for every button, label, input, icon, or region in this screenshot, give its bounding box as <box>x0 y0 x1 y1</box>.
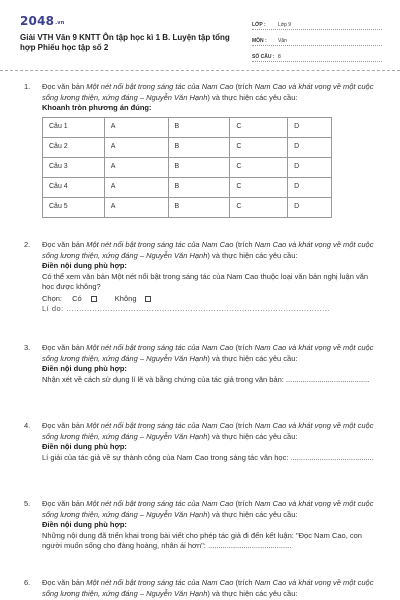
prompt-text: Đọc văn bản <box>42 343 87 352</box>
option-no-label: Không <box>114 293 137 303</box>
choice-row <box>42 294 380 305</box>
question-number: 5. <box>24 499 31 508</box>
question-number: 1. <box>24 82 31 91</box>
option-yes-label: Có <box>72 293 82 303</box>
work-source: Nam Cao và khát vọng về một cuộc sống lương thiện, xứng đáng – Nguyễn Văn Hạnh <box>42 421 374 441</box>
meta-value: 8 <box>278 54 281 60</box>
work-title: Một nét nổi bật trong sáng tác của Nam Cao <box>86 343 234 352</box>
question-2 <box>24 240 380 315</box>
instruction: Điền nội dung phù hợp: <box>42 520 127 529</box>
question-text[interactable]: Những nội dung đã triển khai trong bài viết cho phép tác giả đi đến kết luận: "Đọc Nam Cao, con người muốn sống cho đàng hoàng, nhân ái hơn": ........................................ <box>42 530 362 550</box>
work-source: Nam Cao và khát vọng về một cuộc sống lương thiện, xứng đáng – Nguyễn Văn Hạnh <box>42 578 374 598</box>
question-prompt <box>42 499 373 519</box>
prompt-text: ) và thực hiện các yêu cầu: <box>207 92 298 102</box>
work-title: Một nét nổi bật trong sáng tác của Nam Cao <box>86 82 234 91</box>
meta-label: MÔN : <box>252 38 267 44</box>
prompt-text: (trích <box>233 578 255 587</box>
question-1 <box>24 82 380 218</box>
instruction: Điền nội dung phù hợp: <box>42 261 127 270</box>
meta-value: Văn <box>278 38 287 44</box>
table-cell[interactable]: A <box>104 197 168 217</box>
checkbox-no[interactable] <box>145 296 151 302</box>
prompt-text: Đọc văn bản <box>42 240 87 249</box>
table-cell[interactable]: D <box>288 177 332 197</box>
table-cell[interactable]: D <box>288 197 332 217</box>
checkbox-yes[interactable] <box>91 296 97 302</box>
meta-row-subject <box>252 30 382 46</box>
instruction: Điền nội dung phù hợp: <box>42 364 127 373</box>
table-cell: Câu 2 <box>43 137 105 157</box>
choose-label: Chọn: <box>42 293 63 303</box>
table-cell[interactable]: D <box>288 137 332 157</box>
work-title: Một nét nổi bật trong sáng tác của Nam Cao <box>86 578 234 587</box>
question-prompt <box>42 240 373 260</box>
table-cell[interactable]: A <box>104 157 168 177</box>
table-cell[interactable]: C <box>230 177 288 197</box>
work-title: Một nét nổi bật trong sáng tác của Nam Cao <box>86 240 234 249</box>
table-cell[interactable]: B <box>168 177 230 197</box>
table-cell[interactable]: D <box>288 157 332 177</box>
prompt-text: (trích <box>233 240 255 249</box>
site-logo[interactable] <box>20 14 65 28</box>
question-text[interactable]: Nhận xét về cách sử dụng lí lẽ và bằng chứng của tác giả trong văn bản: ........................................ <box>42 374 370 384</box>
table-cell[interactable]: B <box>168 137 230 157</box>
prompt-text: (trích <box>233 499 255 508</box>
table-cell[interactable]: A <box>104 177 168 197</box>
table-cell[interactable]: A <box>104 117 168 137</box>
prompt-text: (trích <box>233 421 255 430</box>
prompt-text: ) và thực hiện các yêu cầu: <box>207 353 298 363</box>
prompt-text: Đọc văn bản <box>42 82 87 91</box>
table-cell: Câu 1 <box>43 117 105 137</box>
page-title: Giải VTH Văn 9 KNTT Ôn tập học kì 1 B. Luyện tập tổng hợp Phiếu học tập số 2 <box>20 33 230 52</box>
table-cell: Câu 5 <box>43 197 105 217</box>
question-text: Có thể xem văn bản Một nét nổi bật trong sáng tác của Nam Cao thuộc loại văn bản nghị luận văn học được không? <box>42 271 369 291</box>
prompt-text: (trích <box>233 82 255 91</box>
logo-text: 2048 <box>20 14 55 28</box>
prompt-text: ) và thực hiện các yêu cầu: <box>207 250 298 260</box>
instruction: Khoanh tròn phương án đúng: <box>42 103 152 112</box>
work-source: Nam Cao và khát vọng về một cuộc sống lương thiện, xứng đáng – Nguyễn Văn Hạnh <box>42 82 374 102</box>
question-prompt <box>42 578 373 598</box>
table-row <box>43 157 332 177</box>
meta-row-class <box>252 14 382 30</box>
question-number: 3. <box>24 343 31 352</box>
table-cell[interactable]: C <box>230 137 288 157</box>
prompt-text: Đọc văn bản <box>42 421 87 430</box>
table-cell: Câu 3 <box>43 157 105 177</box>
question-number: 2. <box>24 240 31 249</box>
work-source: Nam Cao và khát vọng về một cuộc sống lương thiện, xứng đáng – Nguyễn Văn Hạnh <box>42 499 374 519</box>
table-cell[interactable]: B <box>168 197 230 217</box>
option-yes[interactable] <box>72 294 105 303</box>
prompt-text: ) và thực hiện các yêu cầu: <box>207 509 298 519</box>
header-divider <box>0 70 400 71</box>
meta-value: Lớp 9 <box>278 22 292 28</box>
meta-label: SỐ CÂU : <box>252 54 275 60</box>
question-number: 6. <box>24 578 31 587</box>
logo-domain: .vn <box>55 20 65 26</box>
question-6 <box>24 578 380 599</box>
work-title: Một nét nổi bật trong sáng tác của Nam Cao <box>86 499 234 508</box>
question-5 <box>24 499 380 552</box>
instruction: Điền nội dung phù hợp: <box>42 442 127 451</box>
meta-box <box>252 14 382 62</box>
table-row <box>43 117 332 137</box>
work-source: Nam Cao và khát vọng về một cuộc sống lương thiện, xứng đáng – Nguyễn Văn Hạnh <box>42 343 374 363</box>
question-text[interactable]: Lí giải của tác giả về sự thành công của Nam Cao trong sáng tác văn học: ........................................ <box>42 452 374 462</box>
prompt-text: ) và thực hiện các yêu cầu: <box>207 588 298 598</box>
reason-line[interactable]: Lí do: ...................................................................................................... <box>42 304 330 313</box>
question-4 <box>24 421 380 463</box>
table-cell[interactable]: A <box>104 137 168 157</box>
question-number: 4. <box>24 421 31 430</box>
question-3 <box>24 343 380 385</box>
prompt-text: ) và thực hiện các yêu cầu: <box>207 431 298 441</box>
question-prompt <box>42 421 373 441</box>
work-source: Nam Cao và khát vọng về một cuộc sống lương thiện, xứng đáng – Nguyễn Văn Hạnh <box>42 240 374 260</box>
table-cell: Câu 4 <box>43 177 105 197</box>
question-prompt <box>42 82 373 102</box>
table-cell[interactable]: C <box>230 197 288 217</box>
prompt-text: (trích <box>233 343 255 352</box>
table-cell[interactable]: C <box>230 157 288 177</box>
work-title: Một nét nổi bật trong sáng tác của Nam Cao <box>86 421 234 430</box>
question-prompt <box>42 343 373 363</box>
table-cell[interactable]: C <box>230 117 288 137</box>
table-row <box>43 197 332 217</box>
table-row <box>43 177 332 197</box>
table-cell[interactable]: B <box>168 157 230 177</box>
meta-row-count <box>252 46 382 62</box>
answer-table <box>42 117 332 218</box>
worksheet-header <box>20 14 382 58</box>
prompt-text: Đọc văn bản <box>42 578 87 587</box>
prompt-text: Đọc văn bản <box>42 499 87 508</box>
option-no[interactable] <box>115 294 160 303</box>
table-cell[interactable]: B <box>168 117 230 137</box>
table-cell[interactable]: D <box>288 117 332 137</box>
table-row <box>43 137 332 157</box>
meta-label: LỚP : <box>252 22 266 28</box>
